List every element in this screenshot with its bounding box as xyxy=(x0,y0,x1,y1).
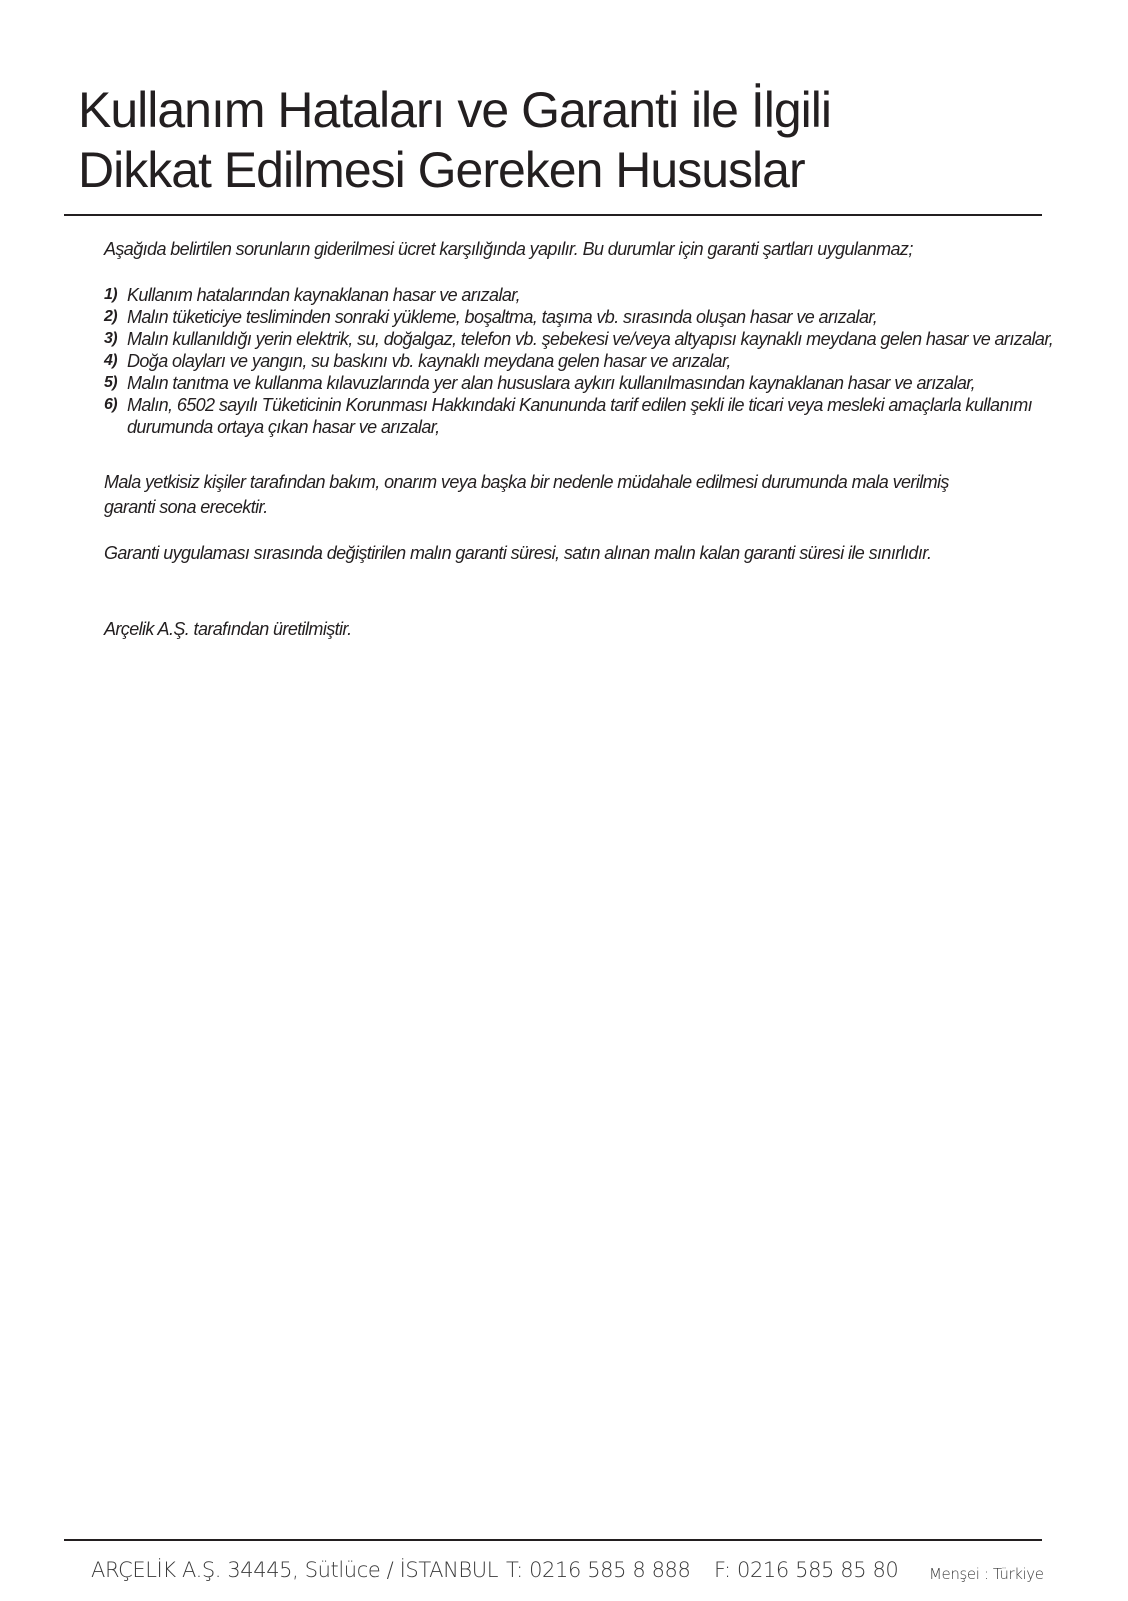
list-item-text: Malın tüketiciye tesliminden sonraki yükleme, boşaltma, taşıma vb. sırasında oluşan hasar ve arızalar, xyxy=(127,307,878,327)
page-title-line-2: Dikkat Edilmesi Gereken Hususlar xyxy=(78,142,805,198)
intro-text: Aşağıda belirtilen sorunların giderilmesi ücret karşılığında yapılır. Bu durumlar için garanti şartları uygulanmaz; xyxy=(104,239,913,259)
list-item xyxy=(104,306,1054,328)
list-item-number: 4) xyxy=(104,352,118,369)
list-item-number: 3) xyxy=(104,330,118,347)
list-item-number: 5) xyxy=(104,374,118,391)
list-item-text: Kullanım hatalarından kaynaklanan hasar ve arızalar, xyxy=(127,285,521,305)
list-item-number: 6) xyxy=(104,396,118,413)
list-item xyxy=(104,394,1054,438)
list-item-number: 1) xyxy=(104,286,118,303)
unauthorized-service-paragraph: Mala yetkisiz kişiler tarafından bakım, onarım veya başka bir nedenle müdahale edilmesi durumunda mala verilmiş garanti sona erecektir. xyxy=(104,472,949,517)
footer-origin: Menşei : Türkiye xyxy=(929,1565,1044,1583)
list-item-number: 2) xyxy=(104,308,118,325)
list-item-text: Malın tanıtma ve kullanma kılavuzlarında yer alan hususlara aykırı kullanılmasından kaynaklanan hasar ve arızalar, xyxy=(127,373,976,393)
exclusion-list xyxy=(104,284,1054,438)
list-item xyxy=(104,284,1054,306)
list-item-text: Malın kullanıldığı yerin elektrik, su, doğalgaz, telefon vb. şebekesi ve/veya altyapısı kaynaklı meydana gelen hasar ve arızalar, xyxy=(127,329,1054,349)
top-divider xyxy=(64,214,1042,216)
footer xyxy=(91,1557,1051,1583)
list-item-text: Malın, 6502 sayılı Tüketicinin Korunması Hakkındaki Kanununda tarif edilen şekli ile ticari veya mesleki amaçlarla kullanımı durumunda ortaya çıkan hasar ve arızalar, xyxy=(127,395,1033,437)
manufacturer-note: Arçelik A.Ş. tarafından üretilmiştir. xyxy=(104,619,352,639)
list-item xyxy=(104,328,1054,350)
list-item xyxy=(104,350,1054,372)
document-body xyxy=(104,238,1054,640)
page-title-line-1: Kullanım Hataları ve Garanti ile İlgili xyxy=(78,82,831,138)
footer-address: ARÇELİK A.Ş. 34445, Sütlüce / İSTANBUL xyxy=(91,1558,499,1582)
list-item-text: Doğa olayları ve yangın, su baskını vb. kaynaklı meydana gelen hasar ve arızalar, xyxy=(127,351,731,371)
footer-fax: F: 0216 585 85 80 xyxy=(714,1558,899,1582)
footer-phone: T: 0216 585 8 888 xyxy=(506,1558,691,1582)
bottom-divider xyxy=(64,1539,1042,1541)
list-item xyxy=(104,372,1054,394)
replacement-warranty-paragraph: Garanti uygulaması sırasında değiştirilen malın garanti süresi, satın alınan malın kalan garanti süresi ile sınırlıdır. xyxy=(104,543,932,563)
page-title xyxy=(78,80,831,200)
